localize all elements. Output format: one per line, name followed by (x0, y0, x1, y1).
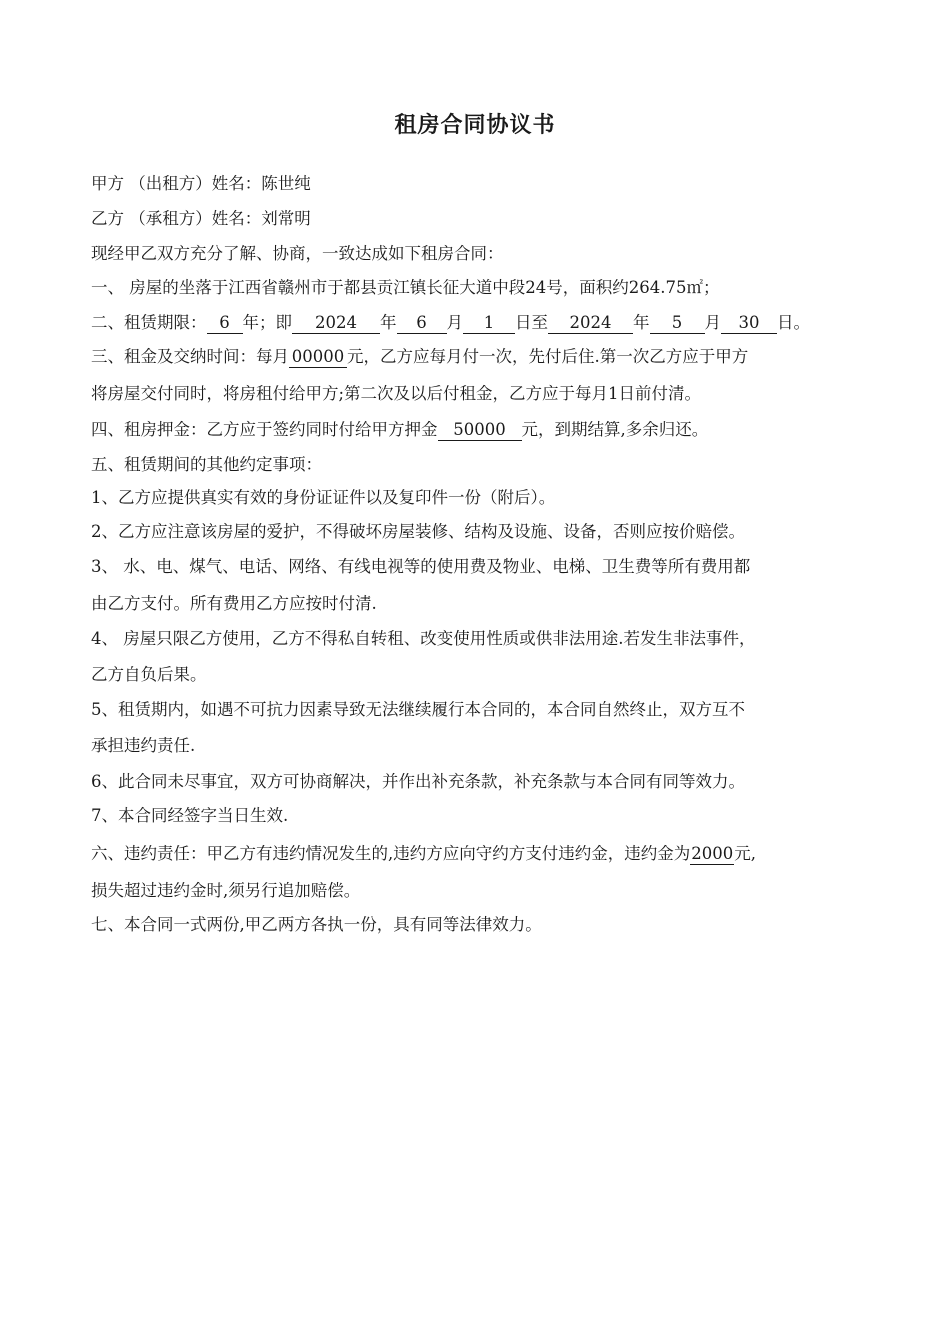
clause-3-rent-cont: 将房屋交付同时，将房租付给甲方;第二次及以后付租金，乙方应于每月1日前付清。 (91, 384, 702, 403)
item-1: 1、乙方应提供真实有效的身份证证件以及复印件一份（附后）。 (91, 488, 556, 507)
deposit-prefix: 四、租房押金：乙方应于签约同时付给甲方押金 (91, 420, 438, 439)
start-year-field: 2024 (292, 313, 380, 334)
deposit-suffix: 元，到期结算,多余归还。 (521, 420, 709, 439)
end-month-field: 5 (650, 313, 705, 334)
start-day-label: 日至 (515, 313, 548, 332)
clause-4-deposit (91, 419, 708, 441)
deposit-amount-field: 50000 (438, 420, 522, 441)
breach-prefix: 六、违约责任：甲乙方有违约情况发生的,违约方应向守约方支付违约金，违约金为 (91, 844, 691, 863)
rent-prefix: 三、租金及交纳时间：每月 (91, 347, 289, 366)
clause-2-term (91, 312, 810, 334)
rent-amount-field: 00000 (289, 347, 347, 368)
end-year-field: 2024 (548, 313, 633, 334)
clause-6-breach (91, 843, 756, 865)
item-4: 4、 房屋只限乙方使用，乙方不得私自转租、改变使用性质或供非法用途.若发生非法事件， (91, 629, 756, 648)
item-7: 7、本合同经签字当日生效. (91, 806, 289, 825)
item-4-cont: 乙方自负后果。 (91, 665, 207, 684)
item-3: 3、 水、电、煤气、电话、网络、有线电视等的使用费及物业、电梯、卫生费等所有费用都 (91, 557, 751, 576)
party-b-line: 乙方 （承租方）姓名：刘常明 (91, 209, 311, 228)
start-month-label: 月 (446, 313, 463, 332)
clause-1-property: 一、 房屋的坐落于江西省赣州市于都县贡江镇长征大道中段24号，面积约264.75㎡； (91, 278, 720, 297)
item-6: 6、此合同未尽事宜，双方可协商解决，并作出补充条款，补充条款与本合同有同等效力。 (91, 772, 745, 791)
penalty-amount-field: 2000 (691, 844, 734, 863)
term-years-field: 6 (207, 313, 243, 334)
party-a-line: 甲方 （出租方）姓名：陈世纯 (91, 174, 311, 193)
item-5: 5、租赁期内，如遇不可抗力因素导致无法继续履行本合同的，本合同自然终止，双方互不 (91, 700, 745, 719)
item-3-cont: 由乙方支付。所有费用乙方应按时付清. (91, 594, 377, 613)
term-prefix: 二、租赁期限： (91, 313, 207, 332)
item-5-cont: 承担违约责任. (91, 736, 196, 755)
end-year-label: 年 (633, 313, 650, 332)
rent-suffix: 元，乙方应每月付一次，先付后住.第一次乙方应于甲方 (347, 347, 749, 366)
term-year-text: 年；即 (242, 313, 292, 332)
end-day-field: 30 (721, 313, 777, 334)
end-month-label: 月 (704, 313, 721, 332)
intro-line: 现经甲乙双方充分了解、协商，一致达成如下租房合同： (91, 244, 504, 263)
clause-7-copies: 七、本合同一式两份,甲乙两方各执一份，具有同等法律效力。 (91, 915, 542, 934)
clause-6-breach-cont: 损失超过违约金时,须另行追加赔偿。 (91, 881, 361, 900)
item-2: 2、乙方应注意该房屋的爱护，不得破坏房屋装修、结构及设施、设备，否则应按价赔偿。 (91, 522, 745, 541)
start-day-field: 1 (463, 313, 515, 334)
breach-suffix: 元, (734, 844, 756, 863)
clause-3-rent (91, 346, 748, 368)
start-month-field: 6 (397, 313, 447, 334)
start-year-label: 年 (380, 313, 397, 332)
end-day-label: 日。 (777, 313, 810, 332)
document-title: 租房合同协议书 (394, 113, 556, 138)
clause-5-heading: 五、租赁期间的其他约定事项： (91, 455, 322, 474)
